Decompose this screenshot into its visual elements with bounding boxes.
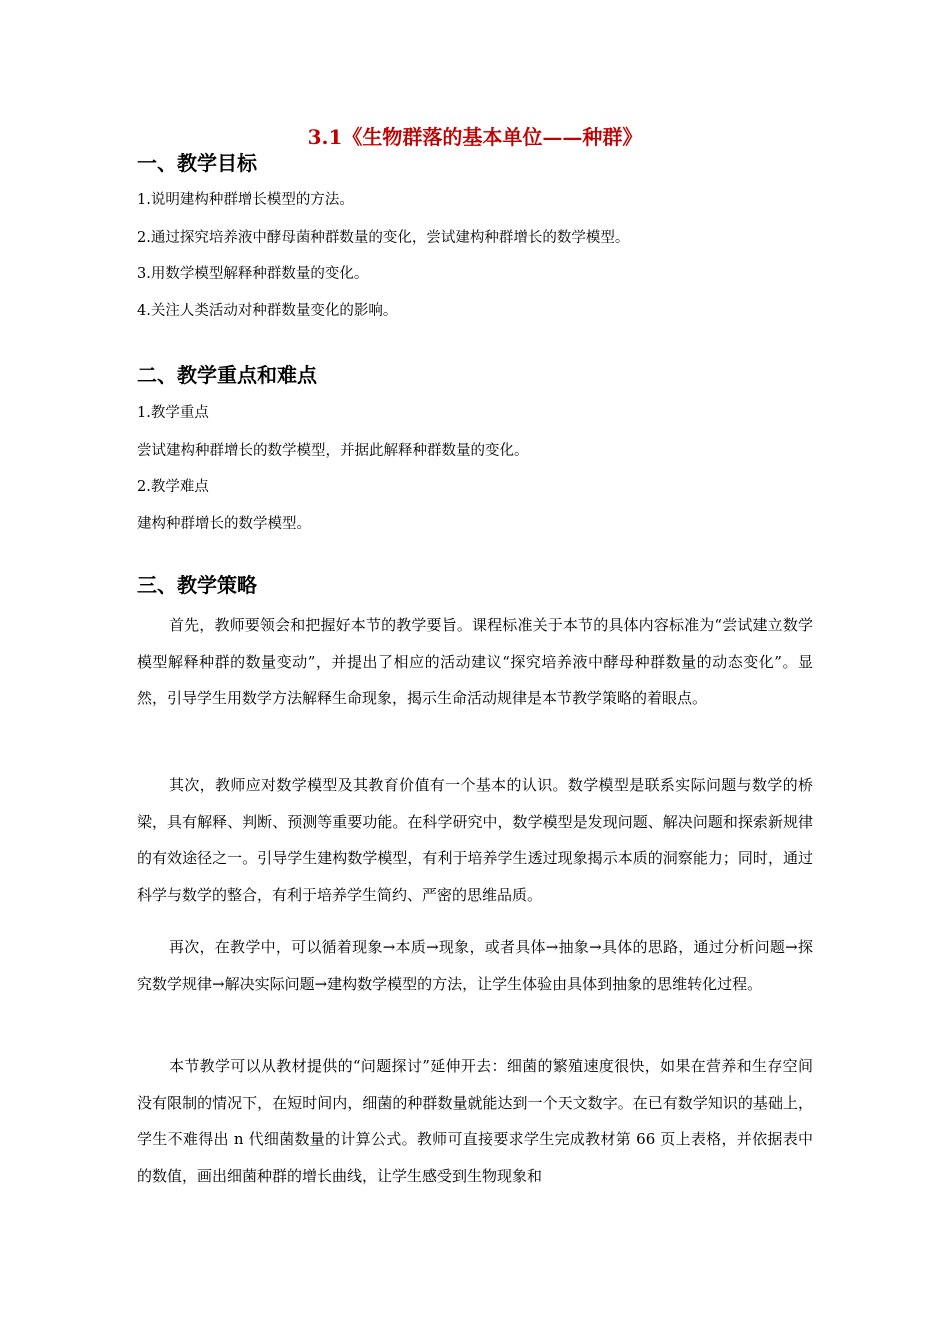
goal-item-1: 1.说明建构种群增长模型的方法。 [137,192,354,208]
heading-teaching-goals: 一、教学目标 [137,151,257,175]
goal-item-4: 4.关注人类活动对种群数量变化的影响。 [137,303,398,319]
document-title: 3.1《生物群落的基本单位——种群》 [307,125,643,149]
heading-teaching-strategy: 三、教学策略 [137,573,257,597]
difficulty-label: 2.教学难点 [137,479,209,495]
strategy-paragraph-1: 首先，教师要领会和把握好本节的教学要旨。课程标准关于本节的具体内容标准为“尝试建立数学模型解释种群的数量变动”，并提出了相应的活动建议“探究培养液中酵母种群数量的动态变化”。显然，引导学生用数学方法解释生命现象，揭示生命活动规律是本节教学策略的着眼点。 [137,616,813,707]
goal-item-3: 3.用数学模型解释种群数量的变化。 [137,266,369,282]
key-point-label: 1.教学重点 [137,405,209,421]
key-point-text: 尝试建构种群增长的数学模型，并据此解释种群数量的变化。 [137,443,529,459]
heading-key-points: 二、教学重点和难点 [137,363,317,387]
strategy-paragraph-3: 再次，在教学中，可以循着现象→本质→现象，或者具体→抽象→具体的思路，通过分析问题→探究数学规律→解决实际问题→建构数学模型的方法，让学生体验由具体到抽象的思维转化过程。 [137,938,813,993]
strategy-paragraph-4: 本节教学可以从教材提供的“问题探讨”延伸开去：细菌的繁殖速度很快，如果在营养和生存空间没有限制的情况下，在短时间内，细菌的种群数量就能达到一个天文数字。在已有数学知识的基础上，学生不难得出 n 代细菌数量的计算公式。教师可直接要求学生完成教材第 66 页上表格，并依据表中的数值，画出细菌种群的增长曲线，让学生感受到生物现象和 [137,1057,813,1185]
difficulty-text: 建构种群增长的数学模型。 [137,516,311,532]
strategy-paragraph-2: 其次，教师应对数学模型及其教育价值有一个基本的认识。数学模型是联系实际问题与数学的桥梁，具有解释、判断、预测等重要功能。在科学研究中，数学模型是发现问题、解决问题和探索新规律的有效途径之一。引导学生建构数学模型，有利于培养学生透过现象揭示本质的洞察能力；同时，通过科学与数学的整合，有利于培养学生简约、严密的思维品质。 [137,776,813,904]
goal-item-2: 2.通过探究培养液中酵母菌种群数量的变化，尝试建构种群增长的数学模型。 [137,230,630,246]
